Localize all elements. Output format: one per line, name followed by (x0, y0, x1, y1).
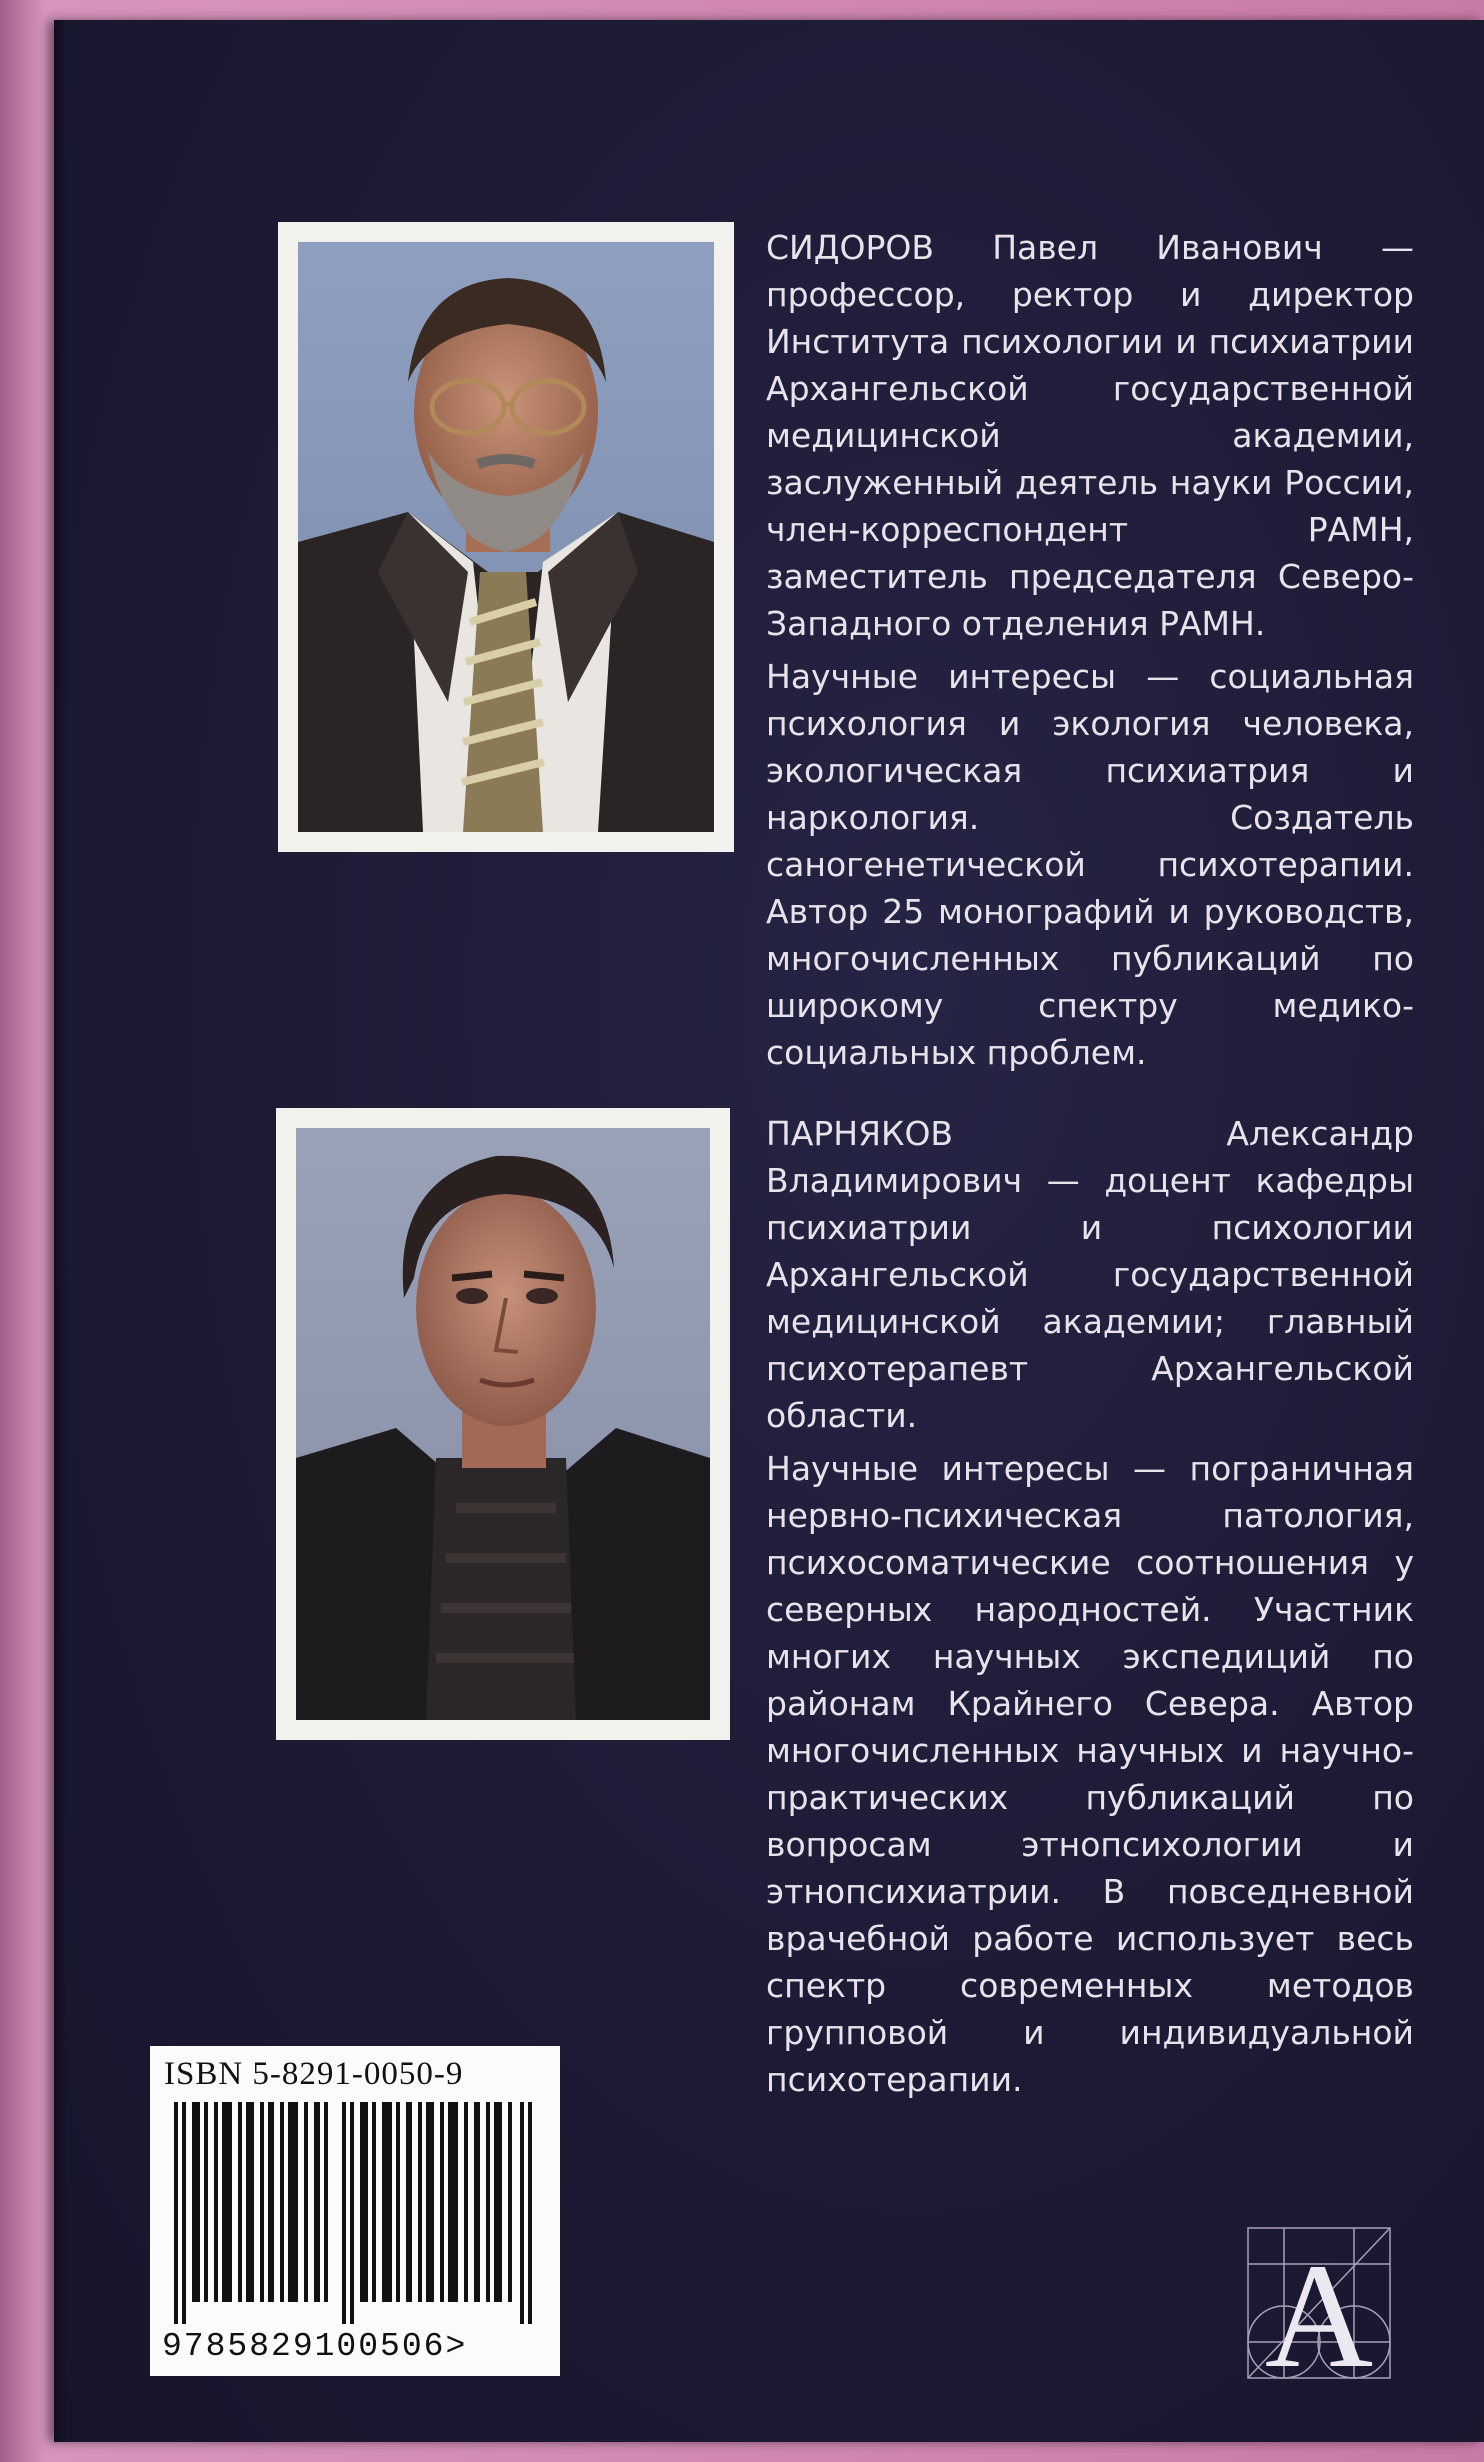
publisher-logo (1244, 2224, 1394, 2382)
isbn-label: ISBN 5-8291-0050-9 (164, 2056, 464, 2092)
author1-bio-paragraph2: Научные интересы — социальная психология и экология человека, экологическая психиатрия и наркология. Создатель саногенетической психотерапии. Автор 25 монографий и руководств, многочисленных публикаций по широкому спектру медико-социальных проблем. (766, 657, 1414, 1072)
author2-portrait-image (296, 1128, 710, 1720)
author1-bio (766, 224, 1414, 1082)
author1-portrait-image (298, 242, 714, 832)
isbn-barcode-block (150, 2046, 560, 2376)
author1-photo (278, 222, 734, 852)
cover-spine-edge (54, 20, 68, 2442)
barcode-digits: 9785829100506> (162, 2328, 468, 2365)
publisher-logo-letter: A (1264, 2233, 1374, 2382)
author1-bio-paragraph1: СИДОРОВ Павел Иванович — профессор, ректор и директор Института психологии и психиатрии Архангельской государственной медицинской академии, заслуженный деятель науки России, член-корреспондент РАМН, заместитель председателя Северо-Западного отделения РАМН. (766, 228, 1414, 643)
author2-bio-paragraph1: ПАРНЯКОВ Александр Владимирович — доцент кафедры психиатрии и психологии Архангельской государственной медицинской академии; главный психотерапевт Архангельской области. (766, 1114, 1414, 1435)
author2-bio-paragraph2: Научные интересы — пограничная нервно-психическая патология, психосоматические соотношения у северных народностей. Участник многих научных экспедиций по районам Крайнего Севера. Автор многочисленных научных и научно-практических публикаций по вопросам этнопсихологии и этнопсихиатрии. В повседневной врачебной работе использует весь спектр современных методов групповой и индивидуальной психотерапии. (766, 1449, 1414, 2099)
author2-photo (276, 1108, 730, 1740)
author2-bio (766, 1110, 1414, 2109)
barcode (174, 2102, 536, 2324)
